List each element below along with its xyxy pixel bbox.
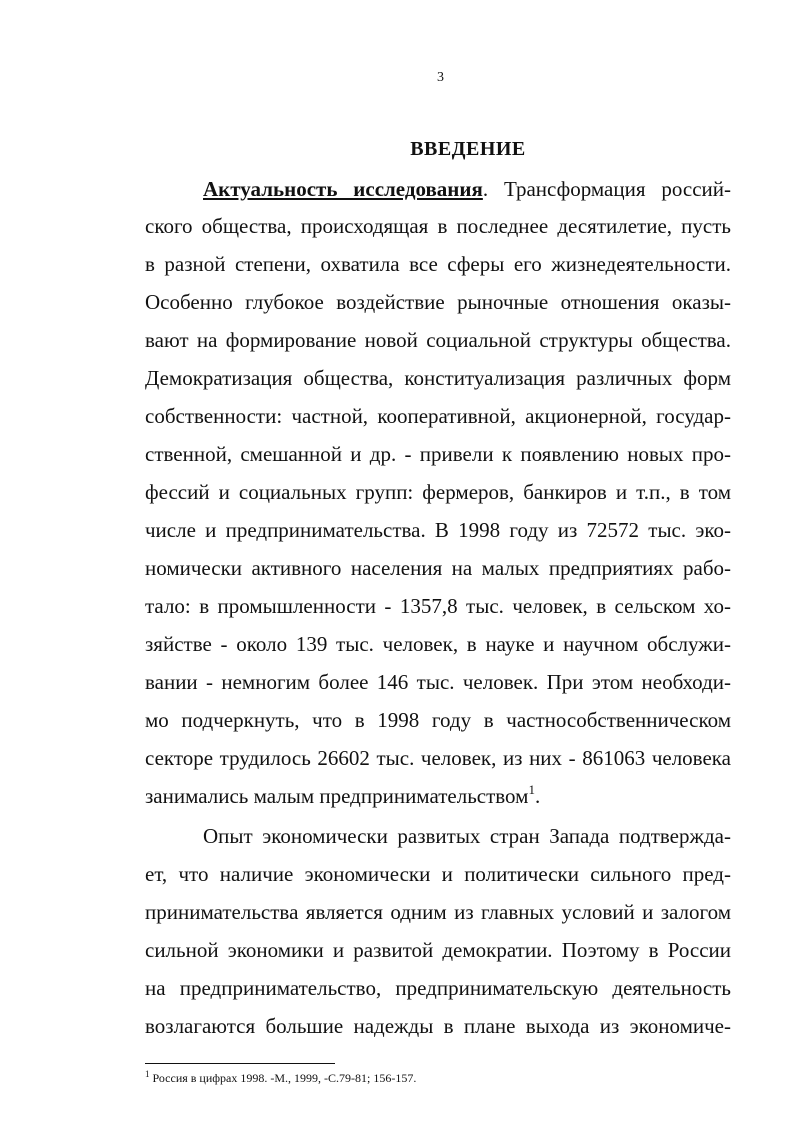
paragraph-1-line: Особенно глубокое воздействие рыночные отношения оказы- [145, 290, 731, 314]
paragraph-1-line: ственной, смешанной и др. - привели к появлению новых про- [145, 442, 731, 466]
paragraph-1-last-line [145, 777, 731, 815]
paragraph-1-line: мо подчеркнуть, что в 1998 году в частнособственническом [145, 708, 731, 732]
paragraph-1-line: вают на формирование новой социальной структуры общества. [145, 328, 731, 352]
lead-term: Актуальность исследования [203, 177, 483, 201]
footnote-marker: 1 [145, 1069, 150, 1079]
paragraph-1-line: зяйстве - около 139 тыс. человек, в науке и научном обслужи- [145, 632, 731, 656]
paragraph-1-line: секторе трудилось 26602 тыс. человек, из них - 861063 человека [145, 746, 731, 770]
paragraph-2-line: сильной экономики и развитой демократии. Поэтому в России [145, 938, 731, 962]
paragraph-2-line: Опыт экономически развитых стран Запада подтвержда- [203, 824, 731, 848]
last-line-end: . [534, 784, 541, 808]
paragraph-2-line: на предпринимательство, предпринимательскую деятельность [145, 976, 731, 1000]
paragraph-1-line: вании - немногим более 146 тыс. человек. При этом необходи- [145, 670, 731, 694]
paragraph-1-line: Демократизация общества, конституализация различных форм [145, 366, 731, 390]
section-heading: ВВЕДЕНИЕ [410, 138, 526, 160]
footnote [145, 1071, 416, 1086]
footnote-reference[interactable]: 1 [528, 782, 535, 797]
paragraph-1-line: тало: в промышленности - 1357,8 тыс. человек, в сельском хо- [145, 594, 731, 618]
paragraph-1-line: номически активного населения на малых предприятиях рабо- [145, 556, 731, 580]
page-number: 3 [437, 70, 444, 85]
footnote-text: Россия в цифрах 1998. -М., 1999, -С.79-81; 156-157. [149, 1071, 417, 1085]
paragraph-1-line-1 [203, 170, 731, 208]
paragraph-1-line: фессий и социальных групп: фермеров, банкиров и т.п., в том [145, 480, 731, 504]
paragraph-2-line: возлагаются большие надежды в плане выхода из экономиче- [145, 1014, 731, 1038]
last-line-text: занимались малым предпринимательством [145, 784, 529, 808]
footnote-separator [145, 1063, 335, 1064]
lead-rest: . Трансформация россий- [482, 177, 731, 201]
paragraph-1-line: в разной степени, охватила все сферы его жизнедеятельности. [145, 252, 731, 276]
paragraph-1-line: ского общества, происходящая в последнее десятилетие, пусть [145, 214, 731, 238]
paragraph-2-line: принимательства является одним из главных условий и залогом [145, 900, 731, 924]
paragraph-1-line: собственности: частной, кооперативной, акционерной, государ- [145, 404, 731, 428]
paragraph-1-line: числе и предпринимательства. В 1998 году из 72572 тыс. эко- [145, 518, 731, 542]
paragraph-2-line: ет, что наличие экономически и политически сильного пред- [145, 862, 731, 886]
